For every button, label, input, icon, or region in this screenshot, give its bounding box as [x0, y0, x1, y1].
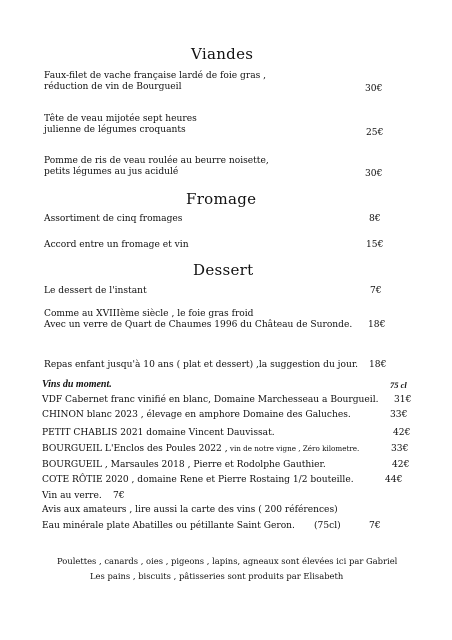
wine-item: VDF Cabernet franc vinifié en blanc, Domaine Marchesseau a Bourgueil. [42, 395, 379, 405]
item-price: 30€ [365, 169, 383, 179]
menu-item [44, 156, 269, 178]
kids-price: 18€ [369, 360, 387, 370]
wines-title: Vins du moment. [42, 379, 112, 390]
item-price: 15€ [366, 240, 384, 250]
by-glass: Vin au verre. [42, 491, 102, 501]
wine-price: 33€ [390, 410, 408, 420]
menu-item [44, 71, 266, 93]
item-line: Avec un verre de Quart de Chaumes 1996 du Château de Suronde. [44, 320, 353, 330]
section-title-dessert: Dessert [193, 261, 254, 279]
water-size: (75cl) [314, 521, 341, 531]
wine-price: 42€ [392, 460, 410, 470]
item-price: 8€ [369, 214, 381, 224]
wine-price: 44€ [385, 475, 403, 485]
wine-item: BOURGUEIL , Marsaules 2018 , Pierre et Rodolphe Gauthier. [42, 460, 326, 470]
item-line: réduction de vin de Bourgueil [44, 82, 182, 92]
item-price: 30€ [365, 84, 383, 94]
water-price: 7€ [369, 521, 381, 531]
section-title-fromage: Fromage [186, 190, 257, 208]
footer-line: Poulettes , canards , oies , pigeons , lapins, agneaux sont élevées ici par Gabriel [57, 556, 398, 566]
menu-item [44, 309, 352, 331]
section-title-viandes: Viandes [191, 45, 254, 63]
wine-price: 33€ [391, 444, 409, 454]
item-price: 25€ [366, 128, 384, 138]
by-glass-price: 7€ [113, 491, 125, 501]
water-item: Eau minérale plate Abatilles ou pétillante Saint Geron. [42, 521, 295, 531]
item-line: Pomme de ris de veau roulée au beurre noisette, [44, 156, 269, 166]
wine-name: BOURGUEIL L'Enclos des Poules 2022 , [42, 444, 228, 454]
wine-price: 42€ [393, 428, 411, 438]
wine-note: vin de notre vigne , Zéro kilometre. [227, 444, 360, 453]
wine-list-notice: Avis aux amateurs , lire aussi la carte des vins ( 200 références) [42, 505, 338, 515]
wine-item [42, 444, 359, 454]
item-price: 18€ [368, 320, 386, 330]
item-line: Comme au XVIIIème siècle , le foie gras froid [44, 309, 254, 319]
wine-price: 31€ [394, 395, 412, 405]
footer-line: Les pains , biscuits , pâtisseries sont produits par Elisabeth [90, 571, 344, 581]
menu-item: Le dessert de l'instant [44, 286, 147, 296]
wines-unit: 75 cl [390, 380, 407, 390]
menu-item [44, 114, 197, 136]
menu-item: Accord entre un fromage et vin [44, 240, 189, 250]
wine-item: COTE RÔTIE 2020 , domaine Rene et Pierre Rostaing 1/2 bouteille. [42, 475, 354, 485]
item-line: julienne de légumes croquants [44, 125, 186, 135]
menu-item: Assortiment de cinq fromages [44, 214, 183, 224]
item-line: Faux-filet de vache française lardé de foie gras , [44, 71, 267, 81]
item-price: 7€ [370, 286, 382, 296]
wine-item: PETIT CHABLIS 2021 domaine Vincent Dauvissat. [42, 428, 275, 438]
wine-item: CHINON blanc 2023 , élevage en amphore Domaine des Galuches. [42, 410, 351, 420]
item-line: petits légumes au jus acidulé [44, 167, 179, 177]
kids-menu: Repas enfant jusqu'à 10 ans ( plat et dessert) ,la suggestion du jour. [44, 360, 359, 370]
item-line: Tête de veau mijotée sept heures [44, 114, 197, 124]
